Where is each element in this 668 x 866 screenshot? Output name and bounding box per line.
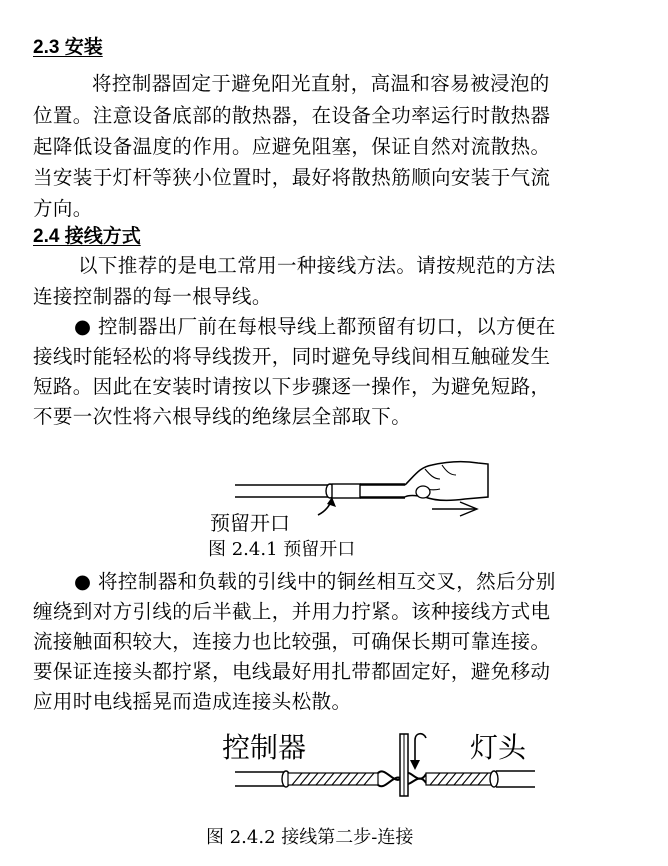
figure-2-4-2-wire-illustration — [230, 720, 540, 815]
section-2-3-heading: 2.3 安装 — [33, 37, 103, 58]
intro-line-1: 以下推荐的是电工常用一种接线方法。请按规范的方法 — [78, 254, 556, 277]
bullet-1-line-1: ● 控制器出厂前在每根导线上都预留有切口，以方便在 — [74, 315, 556, 338]
section-2-4-heading: 2.4 接线方式 — [33, 226, 141, 247]
figure-2-4-2-label-lamp: 灯头 — [470, 731, 527, 764]
bullet-1-line-2: 接线时能轻松的将导线拨开，同时避免导线间相互触碰发生 — [33, 345, 551, 368]
intro-line-2: 连接控制器的每一根导线。 — [33, 285, 272, 308]
bullet-2-line-4: 要保证连接头都拧紧，电线最好用扎带都固定好，避免移动 — [33, 660, 551, 683]
figure-2-4-2-label-controller: 控制器 — [222, 731, 307, 764]
bullet-1-line-3: 短路。因此在安装时请按以下步骤逐一操作，为避免短路， — [33, 375, 551, 398]
figure-2-4-1-label: 预留开口 — [210, 511, 290, 535]
bullet-2-line-1: ● 将控制器和负载的引线中的铜丝相互交叉，然后分别 — [74, 570, 556, 593]
figure-2-4-2-caption: 图 2.4.2 接线第二步-连接 — [206, 827, 414, 848]
section-2-3-line-5: 方向。 — [33, 197, 93, 220]
bullet-2-line-5: 应用时电线摇晃而造成连接头松散。 — [33, 690, 352, 713]
bullet-2-line-3: 流接触面积较大，连接力也比较强，可确保长期可靠连接。 — [33, 630, 551, 653]
section-2-3-line-3: 起降低设备温度的作用。应避免阻塞，保证自然对流散热。 — [33, 135, 551, 158]
figure-2-4-1-caption: 图 2.4.1 预留开口 — [208, 539, 356, 560]
section-2-3-line-2: 位置。注意设备底部的散热器，在设备全功率运行时散热器 — [33, 104, 551, 127]
section-2-3-line-4: 当安装于灯杆等狭小位置时，最好将散热筋顺向安装于气流 — [33, 166, 551, 189]
bullet-1-line-4: 不要一次性将六根导线的绝缘层全部取下。 — [33, 405, 412, 428]
section-2-3-line-1: 将控制器固定于避免阳光直射，高温和容易被浸泡的 — [92, 72, 550, 95]
bullet-2-line-2: 缠绕到对方引线的后半截上，并用力拧紧。该种接线方式电 — [33, 600, 551, 623]
